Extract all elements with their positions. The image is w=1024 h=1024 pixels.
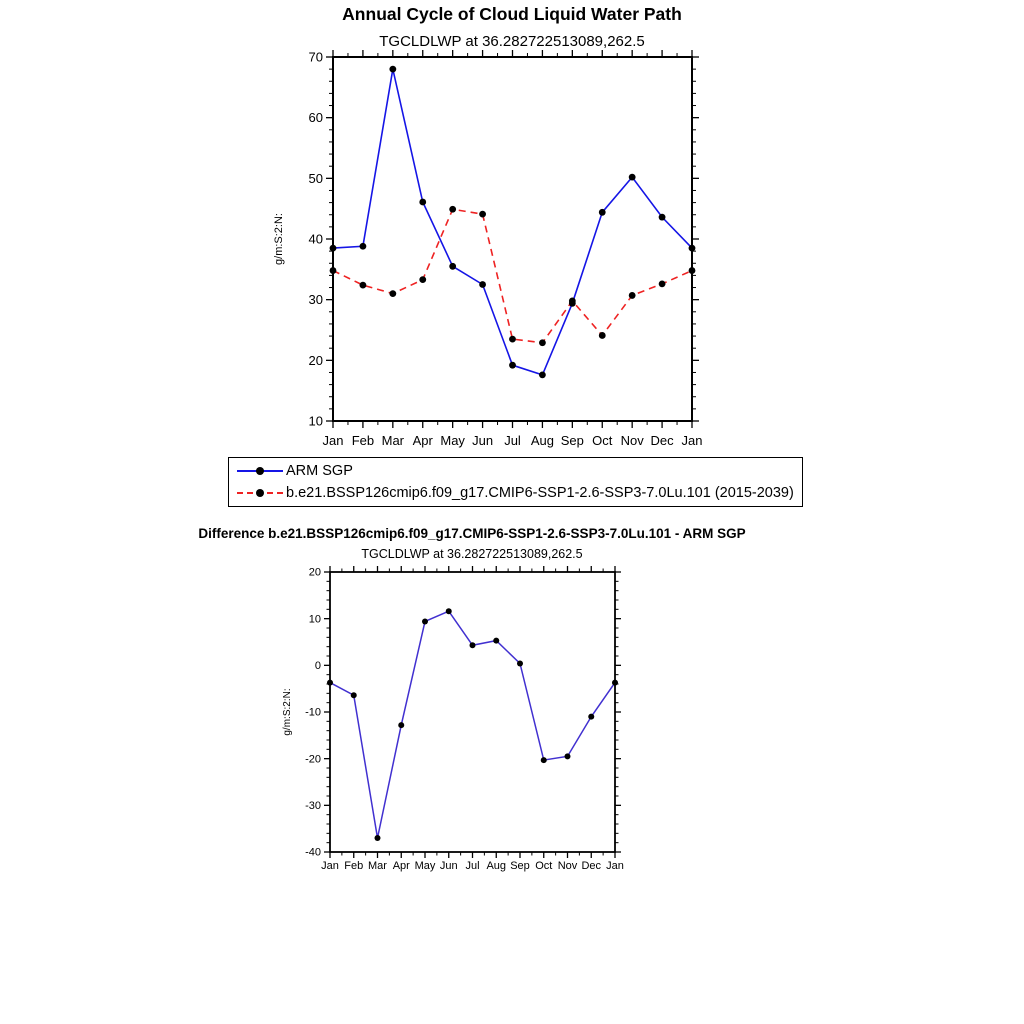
svg-text:-40: -40 (305, 846, 321, 859)
blue-solid-line-sample (237, 470, 283, 472)
svg-text:Aug: Aug (530, 433, 554, 448)
legend-label-arm-sgp: ARM SGP (286, 463, 353, 479)
svg-text:Jan: Jan (606, 860, 624, 872)
svg-text:-30: -30 (305, 800, 321, 813)
svg-text:-10: -10 (305, 706, 321, 719)
marker-dot-icon (256, 489, 264, 497)
legend-item-arm-sgp (237, 460, 798, 482)
svg-text:Dec: Dec (650, 433, 674, 448)
svg-text:Apr: Apr (392, 860, 410, 872)
svg-text:Jul: Jul (465, 860, 480, 872)
annual-cycle-plot (260, 45, 730, 460)
svg-text:Sep: Sep (510, 860, 530, 872)
svg-text:g/m:S:2:N:: g/m:S:2:N: (282, 688, 293, 736)
svg-text:0: 0 (314, 660, 321, 673)
svg-text:Feb: Feb (351, 433, 375, 448)
svg-text:20: 20 (308, 352, 323, 368)
svg-text:Jan: Jan (322, 433, 344, 448)
annual-cycle-title: Annual Cycle of Cloud Liquid Water Path (342, 4, 682, 24)
svg-text:Jun: Jun (439, 860, 458, 872)
svg-text:70: 70 (308, 49, 323, 65)
svg-text:10: 10 (308, 413, 323, 429)
svg-text:50: 50 (308, 170, 323, 186)
difference-plot (270, 558, 660, 888)
svg-text:Jun: Jun (472, 433, 494, 448)
svg-text:Sep: Sep (560, 433, 584, 448)
svg-text:May: May (440, 433, 465, 448)
annual-cycle-subtitle: TGCLDLWP at 36.282722513089,262.5 (379, 33, 645, 50)
svg-text:g/m:S:2:N:: g/m:S:2:N: (273, 213, 285, 265)
svg-text:Jan: Jan (321, 860, 339, 872)
marker-dot-icon (256, 467, 264, 475)
svg-text:Apr: Apr (412, 433, 433, 448)
svg-text:20: 20 (308, 566, 321, 579)
svg-text:Oct: Oct (592, 433, 613, 448)
svg-text:Oct: Oct (535, 860, 553, 872)
svg-text:May: May (414, 860, 436, 872)
svg-text:40: 40 (308, 231, 323, 247)
svg-text:60: 60 (308, 110, 323, 126)
svg-text:Mar: Mar (368, 860, 387, 872)
svg-text:Aug: Aug (486, 860, 507, 872)
svg-text:Mar: Mar (381, 433, 405, 448)
svg-text:-20: -20 (305, 753, 321, 766)
difference-title: Difference b.e21.BSSP126cmip6.f09_g17.CMIP6-SSP1-2.6-SSP3-7.0Lu.101 - ARM SGP (198, 526, 746, 541)
svg-text:Jul: Jul (504, 433, 521, 448)
svg-text:Dec: Dec (581, 860, 602, 872)
svg-text:Nov: Nov (557, 860, 578, 872)
legend-item-model-run (237, 482, 798, 504)
red-dashed-line-sample (237, 492, 283, 494)
svg-text:Feb: Feb (344, 860, 364, 872)
svg-text:30: 30 (308, 292, 323, 308)
legend-box (228, 457, 803, 507)
svg-text:10: 10 (308, 613, 321, 626)
svg-text:Jan: Jan (681, 433, 703, 448)
legend-label-model-run: b.e21.BSSP126cmip6.f09_g17.CMIP6-SSP1-2.6-SSP3-7.0Lu.101 (2015-2039) (286, 485, 794, 501)
difference-subtitle: TGCLDLWP at 36.282722513089,262.5 (361, 547, 583, 561)
svg-text:Nov: Nov (620, 433, 644, 448)
